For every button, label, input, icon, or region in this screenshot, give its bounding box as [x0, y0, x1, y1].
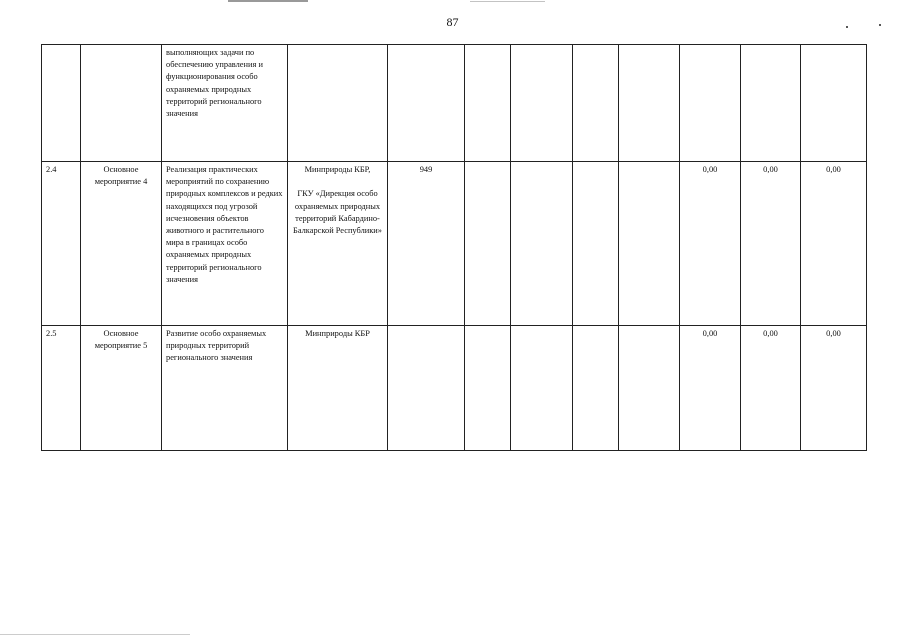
cell-row-number: [42, 45, 81, 162]
page-number: 87: [446, 15, 459, 29]
cell-measure-name: Реализация практических мероприятий по сохранению природных комплексов и редких находящихся под угрозой исчезновения объектов животного и растительного мира в границах особо охраняемых природных территорий регионального значения: [162, 162, 288, 326]
table-row: [42, 45, 867, 162]
cell-measure-name: Развитие особо охраняемых природных территорий регионального значения: [162, 326, 288, 451]
cell-value: 0,00: [680, 326, 741, 451]
table-row: [42, 326, 867, 451]
cell-grbs: [388, 45, 465, 162]
cell-code: [619, 45, 680, 162]
scan-artifact-top: [228, 0, 308, 2]
cell-code: [573, 45, 619, 162]
cell-code: [573, 326, 619, 451]
cell-value: 0,00: [801, 326, 867, 451]
cell-code: [465, 326, 511, 451]
cell-code: [573, 162, 619, 326]
cell-status: Основное мероприятие 4: [81, 162, 162, 326]
cell-value: [741, 45, 801, 162]
cell-measure-name: выполняющих задачи по обеспечению управления и функционирования особо охраняемых природных территорий регионального значения: [162, 45, 288, 162]
cell-row-number: 2.5: [42, 326, 81, 451]
cell-code: [511, 45, 573, 162]
cell-code: [619, 162, 680, 326]
cell-grbs: 949: [388, 162, 465, 326]
scan-artifact-top-right: [470, 1, 545, 2]
cell-code: [511, 162, 573, 326]
cell-value: 0,00: [801, 162, 867, 326]
cell-code: [619, 326, 680, 451]
cell-value: [680, 45, 741, 162]
cell-code: [511, 326, 573, 451]
cell-value: 0,00: [680, 162, 741, 326]
cell-status: [81, 45, 162, 162]
cell-value: 0,00: [741, 326, 801, 451]
table-row: [42, 162, 867, 326]
cell-row-number: 2.4: [42, 162, 81, 326]
cell-grbs: [388, 326, 465, 451]
cell-executor: [288, 45, 388, 162]
cell-executor: Минприроды КБР: [288, 326, 388, 451]
cell-value: [801, 45, 867, 162]
cell-value: 0,00: [741, 162, 801, 326]
program-measures-table: [41, 44, 867, 451]
cell-status: Основное мероприятие 5: [81, 326, 162, 451]
cell-code: [465, 45, 511, 162]
cell-executor: Минприроды КБР, ГКУ «Дирекция особо охраняемых природных территорий Кабардино-Балкарской Республики»: [288, 162, 388, 326]
scan-artifact-bottom: [0, 634, 190, 635]
cell-code: [465, 162, 511, 326]
